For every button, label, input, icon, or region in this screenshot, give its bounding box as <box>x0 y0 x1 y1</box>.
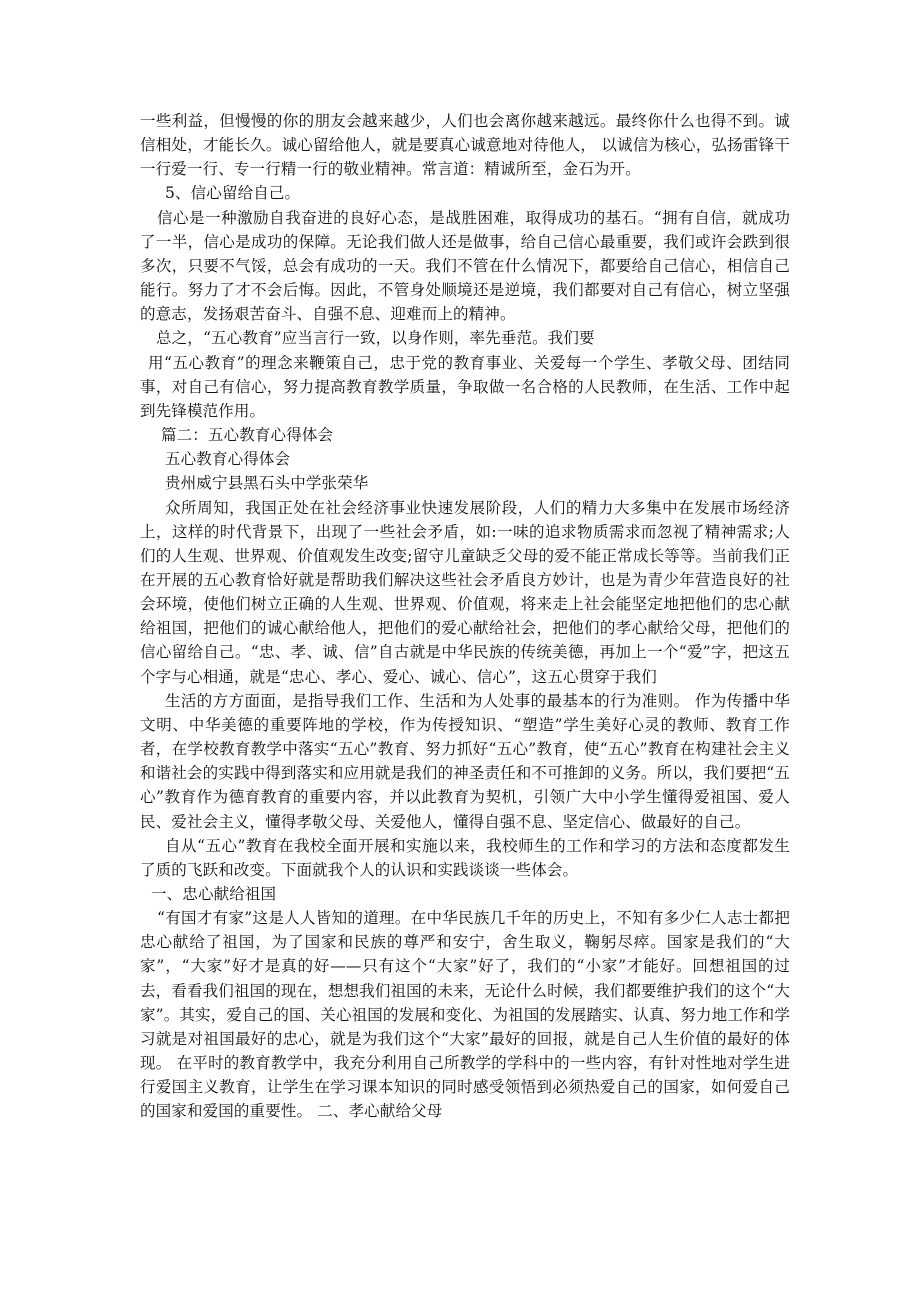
paragraph-principles: 生活的方方面面，是指导我们工作、生活和为人处事的最基本的行为准则。 作为传播中华文明、中华美德的重要阵地的学校，作为传授知识、“塑造”学生美好心灵的教师、教育工作者，在学校教育教学中落实“五心”教育、努力抓好“五心”教育，使“五心”教育在构建社会主义和谐社会的实践中得到落实和应用就是我们的神圣责任和不可推卸的义务。所以，我们要把“五心”教育作为德育教育的重要内容，并以此教育为契机，引领广大中小学生懂得爱祖国、爱人民、爱社会主义，懂得孝敬父母、关爱他人，懂得自强不息、坚定信心、做最好的自己。 <box>140 691 790 831</box>
paragraph-honesty-continued: 一些利益，但慢慢的你的朋友会越来越少，人们也会离你越来越远。最终你什么也得不到。诚信相处，才能长久。诚心留给他人，就是要真心诚意地对待他人， 以诚信为核心，弘扬雷锋干一行爱一行、专一行精一行的敬业精神。常言道：精诚所至，金石为开。 <box>140 112 790 179</box>
section-heading-loyalty: 一、忠心献给祖国 <box>151 885 277 903</box>
document-body <box>140 109 790 1124</box>
paragraph-loyalty: “有国才有家”这是人人皆知的道理。在中华民族几千年的历史上，不知有多少仁人志士都把忠心献给了祖国，为了国家和民族的尊严和安宁，舍生取义，鞠躬尽瘁。国家是我们的“大家”，“大家”好才是真的好——只有这个“大家”好了，我们的“小家”才能好。回想祖国的过去，看看我们祖国的现在，想想我们祖国的未来，无论什么时候，我们都要维护我们的这个“大家”。其实，爱自己的国、关心祖国的发展和变化、为祖国的发展踏实、认真、努力地工作和学习就是对祖国最好的忠心，就是为我们这个“大家”最好的回报，就是自己人生价值的最好的体现。 在平时的教育教学中，我充分利用自己所教学的学科中的一些内容，有针对性地对学生进行爱国主义教育，让学生在学习课本知识的同时感受领悟到必须热爱自己的国家，如何爱自己的国家和爱国的重要性。 二、孝心献给父母 <box>140 909 790 1121</box>
paragraph-school-practice: 自从“五心”教育在我校全面开展和实施以来，我校师生的工作和学习的方法和态度都发生了质的飞跃和改变。下面就我个人的认识和实践谈谈一些体会。 <box>140 836 790 879</box>
paragraph-summary-intro: 总之，“五心教育”应当言行一致，以身作则，率先垂范。我们要 <box>156 329 595 348</box>
paragraph-background: 众所周知，我国正处在社会经济事业快速发展阶段，人们的精力大多集中在发展市场经济上，这样的时代背景下，出现了一些社会矛盾，如:一味的追求物质需求而忽视了精神需求;人们的人生观、世界观、价值观发生改变;留守儿童缺乏父母的爱不能正常成长等等。当前我们正在开展的五心教育恰好就是帮助我们解决这些社会矛盾良方妙计，也是为青少年营造良好的社会环境，使他们树立正确的人生观、世界观、价值观，将来走上社会能坚定地把他们的忠心献给祖国，把他们的诚心献给他人，把他们的爱心献给社会，把他们的孝心献给父母，把他们的信心留给自己。“忠、孝、诚、信”自古就是中华民族的传统美德，再加上一个“爱”字，把这五个字与心相通，就是“忠心、孝心、爱心、诚心、信心”，这五心贯穿于我们 <box>140 498 790 686</box>
article-title: 五心教育心得体会 <box>165 450 291 469</box>
paragraph-confidence: 信心是一种激励自我奋进的良好心态，是战胜困难，取得成功的基石。“拥有自信，就成功了一半，信心是成功的保障。无论我们做人还是做事，给自己信心最重要，我们或许会跌到很多次，只要不气馁，总会有成功的一天。我们不管在什么情况下，都要给自己信心，相信自己能行。努力了才不会后悔。因此，不管身处顺境还是逆境，我们都要对自己有信心，树立坚强的意志，发扬艰苦奋斗、自强不息、迎难而上的精神。 <box>140 208 790 324</box>
section-heading-confidence: 5、信心留给自己。 <box>165 184 301 203</box>
article-heading: 篇二：五心教育心得体会 <box>161 426 334 445</box>
article-author: 贵州威宁县黑石头中学张荣华 <box>165 474 369 493</box>
paragraph-summary: 用“五心教育”的理念来鞭策自己，忠于党的教育事业、关爱每一个学生、孝敬父母、团结同事，对自己有信心，努力提高教育教学质量，争取做一名合格的人民教师，在生活、工作中起到先锋模范作用。 <box>140 353 790 420</box>
